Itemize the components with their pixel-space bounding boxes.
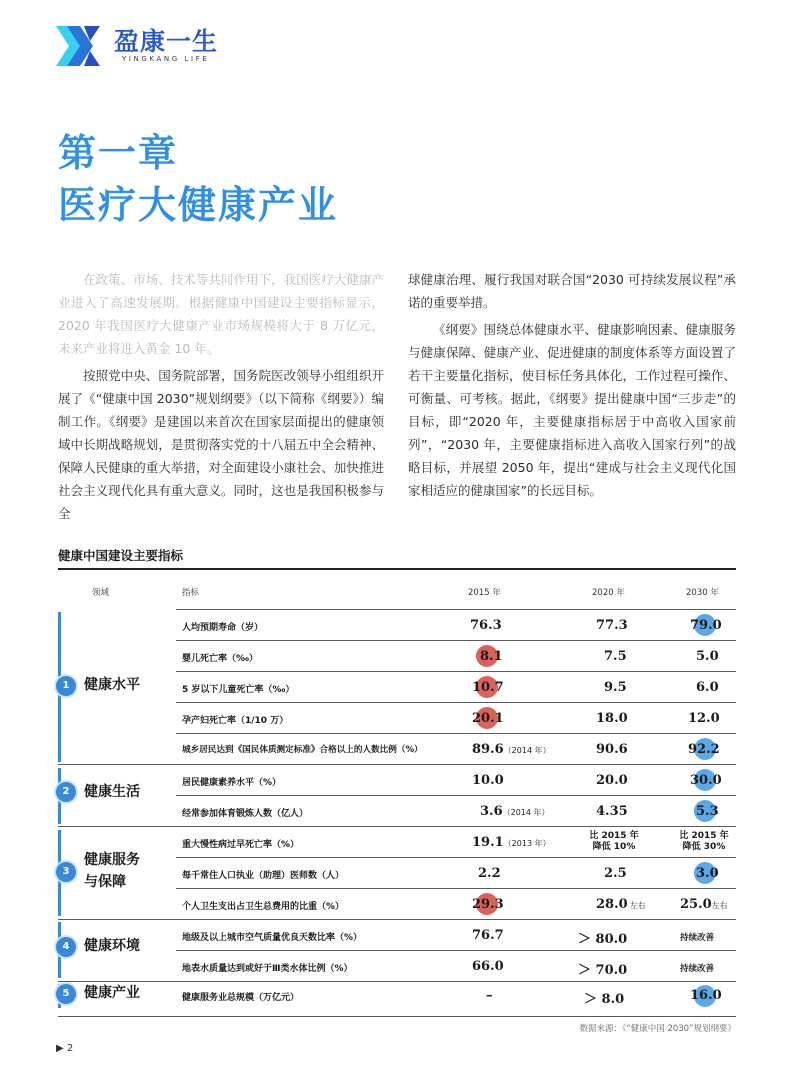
value-2015: 10.7 (472, 680, 504, 695)
value-prefix: ＞ (578, 932, 592, 947)
header-2020: 2020 年 (592, 588, 625, 598)
domain-number-badge: 2 (56, 782, 76, 802)
value-note: 左右 (711, 901, 728, 910)
value-note: （2014 年） (503, 746, 551, 755)
value-2020 (584, 831, 644, 853)
value-2030 (674, 831, 734, 853)
value-line: 比 2015 年 (679, 831, 729, 841)
row-divider (176, 671, 736, 672)
value-2030: 持续改善 (680, 964, 715, 974)
value-2030 (680, 897, 728, 912)
value-2020: 4.35 (596, 804, 628, 819)
row-divider (176, 888, 736, 889)
text-column-left (58, 268, 384, 525)
value-2015 (480, 804, 550, 819)
value-2020: 20.0 (596, 773, 628, 788)
value-prefix: ＞ (584, 992, 598, 1007)
value-2030: 12.0 (688, 711, 720, 726)
chapter-title: 医疗大健康产业 (58, 183, 339, 227)
value-line: 降低 10% (592, 842, 636, 852)
value-2015: 10.0 (472, 773, 504, 788)
indicator-label: 婴儿死亡率（‰） (182, 654, 258, 664)
value-note: 左右 (629, 901, 646, 910)
value-number: 8.0 (601, 992, 625, 1007)
data-source: 数据来源：《“健康中国 2030”规划纲要》 (579, 1024, 736, 1034)
header-indicator: 指标 (182, 588, 200, 598)
row-divider (58, 919, 736, 920)
table-title: 健康中国建设主要指标 (58, 548, 184, 563)
value-2030: 92.2 (688, 742, 720, 757)
domain-number-badge: 5 (56, 984, 76, 1004)
value-2020: 18.0 (596, 711, 628, 726)
row-divider (176, 733, 736, 734)
value-note: （2013 年） (503, 839, 551, 848)
logo-name-cn: 盈康一生 (114, 27, 219, 56)
indicator-label: 健康服务业总规模（万亿元） (182, 993, 300, 1003)
body-paragraph: 《纲要》围绕总体健康水平、健康影响因素、健康服务与健康保障、健康产业、促进健康的制度体系等方面设置了若干主要量化指标，使目标任务具体化，工作过程可操作、可衡量、可考核。据此，《纲要》提出健康中国“三步走”的目标，即“2020 年，主要健康指标居于中高收入国家前列”，“2030 年，主要健康指标进入高收入国家行列”的战略目标，并展望 2050 年，提出“建成与社会主义现代化国家相适应的健康国家”的长远目标。 (408, 322, 736, 498)
domain-number-badge: 4 (56, 937, 76, 957)
value-2030: 3.0 (696, 866, 719, 881)
value-2015 (472, 742, 551, 757)
value-2030: 6.0 (696, 680, 719, 695)
indicator-label: 5 岁以下儿童死亡率（‰） (182, 685, 295, 695)
value-number: 25.0 (680, 897, 712, 912)
value-2020: 77.3 (596, 618, 628, 633)
page-arrow-icon: ▶ (56, 1043, 64, 1054)
indicator-label: 孕产妇死亡率（1/10 万） (182, 716, 289, 726)
domain-number-badge: 1 (56, 676, 76, 696)
value-2015 (472, 835, 551, 850)
value-2020: 7.5 (604, 649, 627, 664)
row-divider (176, 795, 736, 796)
value-2020 (578, 928, 627, 947)
chapter-number: 第一章 (58, 131, 179, 175)
value-prefix: ＞ (578, 963, 592, 978)
domain-label: 健康水平 (84, 677, 140, 693)
value-note: （2014 年） (502, 808, 550, 817)
indicator-label: 经常参加体育锻炼人数（亿人） (182, 809, 309, 819)
indicator-label: 每千常住人口执业（助理）医师数（人） (182, 871, 345, 881)
value-2030: 79.0 (690, 618, 722, 633)
value-2015: 20.1 (472, 711, 504, 726)
row-divider (176, 609, 736, 610)
domain-label: 健康环境 (84, 938, 140, 954)
value-2015: 76.3 (470, 618, 502, 633)
domain-label-line2: 与保障 (84, 874, 126, 890)
value-number: 89.6 (472, 742, 504, 757)
body-paragraph: 球健康治理、履行我国对联合国“2030 可持续发展议程”承诺的重要举措。 (408, 272, 736, 310)
value-2030: 持续改善 (680, 933, 715, 943)
header-2015: 2015 年 (468, 588, 501, 598)
indicator-label: 地级及以上城市空气质量优良天数比率（%） (182, 933, 363, 943)
value-number: 70.0 (595, 963, 628, 978)
value-2020: 2.5 (604, 866, 627, 881)
value-2015: – (486, 988, 493, 1003)
page-number (56, 1043, 73, 1054)
domain-number-badge: 3 (56, 862, 76, 882)
value-2020: 90.6 (596, 742, 628, 757)
value-2015: 76.7 (472, 928, 504, 943)
value-2030: 5.0 (696, 649, 719, 664)
indicator-label: 重大慢性病过早死亡率（%） (182, 840, 300, 850)
table-top-rule (58, 568, 736, 570)
row-divider (58, 981, 736, 982)
value-number: 3.6 (480, 804, 503, 819)
value-line: 比 2015 年 (589, 831, 639, 841)
value-2015: 29.3 (472, 897, 504, 912)
row-divider (176, 950, 736, 951)
value-2020 (578, 959, 627, 978)
header-2030: 2030 年 (686, 588, 719, 598)
value-line: 降低 30% (682, 842, 726, 852)
value-2015: 8.1 (480, 649, 503, 664)
brand-logo (56, 22, 226, 70)
row-divider (58, 826, 736, 827)
logo-name-en: YINGKANG LIFE (122, 55, 210, 63)
table-bottom-rule (58, 1016, 736, 1017)
value-2020 (584, 988, 624, 1007)
domain-label: 健康生活 (84, 784, 140, 800)
domain-label-line1: 健康服务 (84, 852, 140, 868)
logo-mark-icon (56, 26, 104, 66)
domain-label: 健康产业 (84, 985, 140, 1001)
row-divider (176, 857, 736, 858)
value-2030: 30.0 (690, 773, 722, 788)
value-2015: 2.2 (478, 866, 501, 881)
indicator-label: 居民健康素养水平（%） (182, 778, 282, 788)
value-number: 19.1 (472, 835, 504, 850)
value-2015: 66.0 (472, 959, 504, 974)
indicator-label: 城乡居民达到《国民体质测定标准》合格以上的人数比例（%） (182, 745, 423, 755)
intro-paragraph: 在政策、市场、技术等共同作用下，我国医疗大健康产业进入了高速发展期。根据健康中国建设主要指标显示，2020 年我国医疗大健康产业市场规模将大于 8 万亿元，未来产业将进入黄金 10 年。 (58, 272, 384, 356)
body-paragraph: 按照党中央、国务院部署，国务院医改领导小组组织开展了《“健康中国 2030”规划纲要》（以下简称《纲要》）编制工作。《纲要》是建国以来首次在国家层面提出的健康领域中长期战略规划，是贯彻落实党的十八届五中全会精神、保障人民健康的重大举措，对全面建设小康社会、加快推进社会主义现代化具有重大意义。同时，这也是我国积极参与全 (58, 368, 384, 521)
indicator-label: 地表水质量达到或好于Ⅲ类水体比例（%） (182, 964, 353, 974)
value-number: 28.0 (596, 897, 628, 912)
indicator-label: 个人卫生支出占卫生总费用的比重（%） (182, 902, 345, 912)
value-2030: 5.3 (696, 804, 719, 819)
row-divider (176, 702, 736, 703)
value-number: 80.0 (595, 932, 628, 947)
value-2020: 9.5 (604, 680, 627, 695)
indicator-label: 人均预期寿命（岁） (182, 623, 264, 633)
row-divider (58, 764, 736, 765)
header-domain: 领域 (92, 588, 110, 598)
row-divider (176, 640, 736, 641)
value-2030: 16.0 (690, 988, 722, 1003)
value-2020 (596, 897, 646, 912)
page-number-value: 2 (66, 1043, 74, 1054)
text-column-right (408, 268, 736, 502)
